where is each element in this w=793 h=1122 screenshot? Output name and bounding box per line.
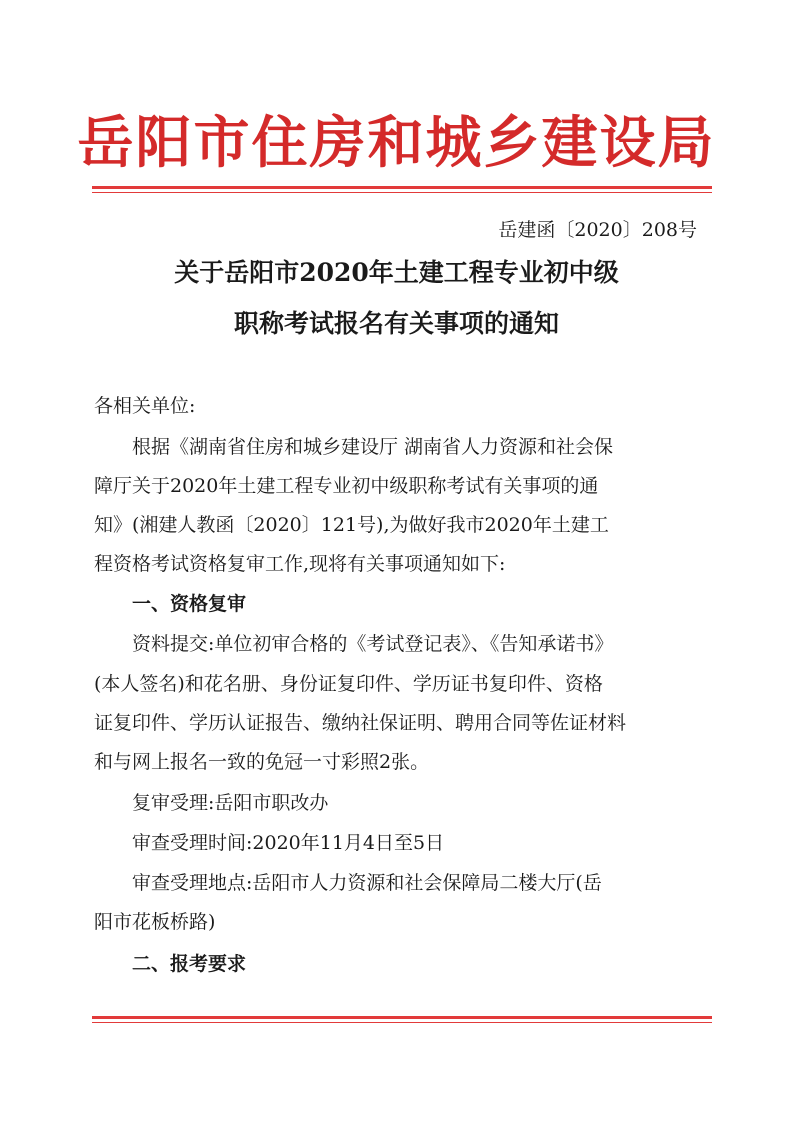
agency-header: 岳阳市住房和城乡建设局: [77, 110, 716, 176]
review-office: 复审受理:岳阳市职改办: [94, 792, 329, 814]
header-red-rule-thin: [92, 192, 712, 193]
materials-line: 和与网上报名一致的免冠一寸彩照2张。: [94, 751, 430, 773]
review-location-line: 审查受理地点:岳阳市人力资源和社会保障局二楼大厅(岳: [94, 872, 602, 894]
materials-line: (本人签名)和花名册、身份证复印件、学历证书复印件、资格: [94, 673, 603, 695]
notice-title-line1: 关于岳阳市2020年土建工程专业初中级: [174, 258, 619, 287]
review-location-line: 阳市花板桥路): [94, 911, 216, 933]
intro-line: 障厅关于2020年土建工程专业初中级职称考试有关事项的通: [94, 475, 599, 497]
intro-line: 知》(湘建人教函〔2020〕121号),为做好我市2020年土建工: [94, 514, 609, 536]
salutation: 各相关单位:: [94, 395, 196, 417]
footer-red-rule: [92, 1016, 712, 1019]
document-number: 岳建函〔2020〕208号: [498, 219, 697, 241]
intro-line: 程资格考试资格复审工作,现将有关事项通知如下:: [94, 553, 506, 575]
header-red-rule: [92, 186, 712, 189]
section1-heading: 一、资格复审: [94, 593, 247, 615]
notice-title-line2: 职称考试报名有关事项的通知: [233, 309, 559, 338]
intro-line: 根据《湖南省住房和城乡建设厅 湖南省人力资源和社会保: [94, 436, 614, 458]
footer-red-rule-thin: [92, 1022, 712, 1023]
materials-line: 证复印件、学历认证报告、缴纳社保证明、聘用合同等佐证材料: [94, 712, 627, 734]
review-time: 审查受理时间:2020年11月4日至5日: [94, 832, 445, 854]
materials-line: 资料提交:单位初审合格的《考试登记表》、《告知承诺书》: [94, 633, 614, 655]
section2-heading: 二、报考要求: [94, 953, 247, 975]
